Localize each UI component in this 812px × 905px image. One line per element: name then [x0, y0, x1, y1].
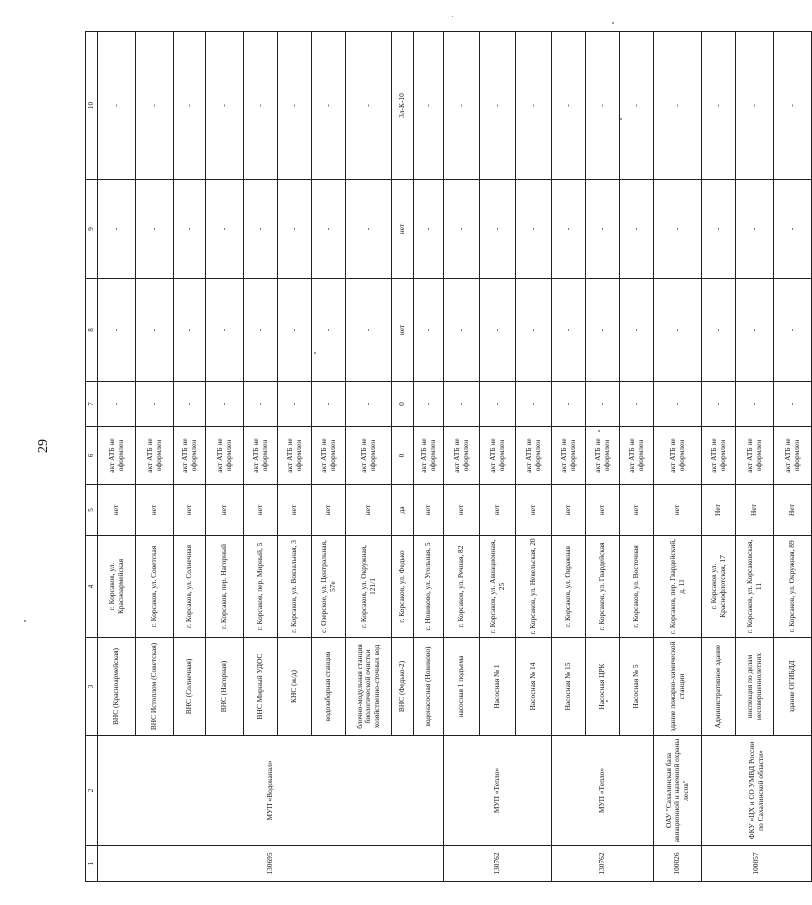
- header-cell: 4: [86, 536, 98, 638]
- cell-c7: -: [516, 382, 552, 427]
- cell-c4: с. Новиково, ул. Угольная, 5: [414, 536, 444, 638]
- cell-c3: ВНС (Красноармейская): [98, 638, 136, 736]
- cell-c9: -: [480, 180, 516, 279]
- cell-c3: ВНС (Нагорная): [206, 638, 244, 736]
- cell-c6: акт АТБ не оформлен: [620, 427, 654, 485]
- cell-c6: акт АТБ не оформлен: [312, 427, 346, 485]
- cell-c3: водонасосная (Новиково): [414, 638, 444, 736]
- cell-c3: инспекция по делам несовершеннолетних: [736, 638, 774, 736]
- header-cell: 8: [86, 279, 98, 382]
- cell-c8: -: [586, 279, 620, 382]
- cell-c7: -: [414, 382, 444, 427]
- cell-c1: 130762: [444, 846, 552, 882]
- cell-c5: нет: [244, 485, 278, 536]
- cell-c8: -: [278, 279, 312, 382]
- document-table-area: [85, 32, 801, 882]
- cell-c3: Насосная № 5: [620, 638, 654, 736]
- cell-c6: акт АТБ не оформлен: [516, 427, 552, 485]
- cell-c5: нет: [312, 485, 346, 536]
- cell-c4: г. Корсаков, пер. Нагорный: [206, 536, 244, 638]
- cell-c7: -: [552, 382, 586, 427]
- cell-c4: с. Озерское, ул. Центральная, 57е: [312, 536, 346, 638]
- cell-c6: акт АТБ не оформлен: [174, 427, 206, 485]
- cell-c9: нет: [392, 180, 414, 279]
- cell-c10: -: [346, 32, 392, 180]
- cell-c3: ВНС (Солнечная): [174, 638, 206, 736]
- cell-c5: да: [392, 485, 414, 536]
- cell-c6: акт АТБ не оформлен: [206, 427, 244, 485]
- cell-c8: -: [136, 279, 174, 382]
- cell-c10: -: [702, 32, 736, 180]
- cell-c10: -: [774, 32, 812, 180]
- cell-c2: ФКУ «ЦХ и СО УМВД России по Сахалинской области»: [702, 736, 812, 846]
- cell-c9: -: [206, 180, 244, 279]
- cell-c3: Насосная ЦРК: [586, 638, 620, 736]
- header-row: [86, 32, 98, 882]
- cell-c10: -: [620, 32, 654, 180]
- cell-c1: 100057: [702, 846, 812, 882]
- cell-c8: -: [552, 279, 586, 382]
- cell-c8: нет: [392, 279, 414, 382]
- cell-c9: -: [244, 180, 278, 279]
- cell-c8: -: [312, 279, 346, 382]
- cell-c4: г. Корсаков, пер. Гвардейский, д. 11: [654, 536, 702, 638]
- cell-c9: -: [174, 180, 206, 279]
- cell-c7: -: [774, 382, 812, 427]
- cell-c9: -: [98, 180, 136, 279]
- facilities-table: [85, 31, 812, 882]
- table-row: [654, 32, 702, 882]
- cell-c5: нет: [346, 485, 392, 536]
- scan-speck: [24, 620, 26, 622]
- cell-c5: нет: [206, 485, 244, 536]
- cell-c2: МУП «Водоканал»: [98, 736, 444, 846]
- cell-c10: -: [136, 32, 174, 180]
- cell-c4: г. Корсаков, ул. Речная, 82: [444, 536, 480, 638]
- table-row: [552, 32, 586, 882]
- cell-c7: -: [702, 382, 736, 427]
- cell-c9: -: [552, 180, 586, 279]
- cell-c5: нет: [620, 485, 654, 536]
- cell-c6: акт АТБ не оформлен: [98, 427, 136, 485]
- cell-c6: акт АТБ не оформлен: [654, 427, 702, 485]
- cell-c6: 0: [392, 427, 414, 485]
- cell-c4: г. Корсаков, ул. Вокзальная, 3: [278, 536, 312, 638]
- cell-c7: -: [346, 382, 392, 427]
- scan-speck: [452, 16, 453, 17]
- cell-c7: 0: [392, 382, 414, 427]
- cell-c4: г. Корсаков, ул. Советская: [136, 536, 174, 638]
- cell-c6: акт АТБ не оформлен: [774, 427, 812, 485]
- header-cell: 1: [86, 846, 98, 882]
- header-cell: 2: [86, 736, 98, 846]
- cell-c5: нет: [414, 485, 444, 536]
- cell-c5: нет: [98, 485, 136, 536]
- cell-c10: -: [552, 32, 586, 180]
- cell-c7: -: [174, 382, 206, 427]
- scan-speck: [314, 352, 316, 354]
- cell-c10: 3л-К-10: [392, 32, 414, 180]
- cell-c9: -: [586, 180, 620, 279]
- scan-speck: [620, 118, 622, 120]
- cell-c8: -: [346, 279, 392, 382]
- cell-c9: -: [736, 180, 774, 279]
- cell-c6: акт АТБ не оформлен: [552, 427, 586, 485]
- cell-c7: -: [206, 382, 244, 427]
- cell-c9: -: [414, 180, 444, 279]
- cell-c5: Нет: [702, 485, 736, 536]
- cell-c6: акт АТБ не оформлен: [346, 427, 392, 485]
- cell-c7: -: [480, 382, 516, 427]
- cell-c5: нет: [444, 485, 480, 536]
- cell-c6: акт АТБ не оформлен: [480, 427, 516, 485]
- cell-c8: -: [414, 279, 444, 382]
- cell-c8: -: [480, 279, 516, 382]
- cell-c10: -: [312, 32, 346, 180]
- cell-c6: акт АТБ не оформлен: [702, 427, 736, 485]
- cell-c4: г. Корсаков, ул. Корсаковская, 11: [736, 536, 774, 638]
- cell-c7: -: [654, 382, 702, 427]
- cell-c3: Административное здание: [702, 638, 736, 736]
- cell-c7: -: [444, 382, 480, 427]
- cell-c10: -: [98, 32, 136, 180]
- cell-c4: г. Корсаков, ул. Авиационная, 25: [480, 536, 516, 638]
- cell-c4: г. Корсаков, пер. Мирный, 5: [244, 536, 278, 638]
- cell-c6: акт АТБ не оформлен: [414, 427, 444, 485]
- cell-c7: -: [312, 382, 346, 427]
- cell-c4: г. Корсаков, ул. Невельская, 20: [516, 536, 552, 638]
- cell-c10: -: [278, 32, 312, 180]
- cell-c4: г. Корсаков ул. Краснофлотская, 17: [702, 536, 736, 638]
- cell-c5: нет: [480, 485, 516, 536]
- cell-c5: нет: [278, 485, 312, 536]
- cell-c3: ВНС Истоплом (Советская): [136, 638, 174, 736]
- cell-c9: -: [346, 180, 392, 279]
- header-cell: 6: [86, 427, 98, 485]
- cell-c1: 100026: [654, 846, 702, 882]
- cell-c5: нет: [552, 485, 586, 536]
- cell-c2: МУП «Тепло»: [444, 736, 552, 846]
- cell-c3: Насосная № 14: [516, 638, 552, 736]
- cell-c5: нет: [136, 485, 174, 536]
- cell-c10: -: [654, 32, 702, 180]
- header-cell: 9: [86, 180, 98, 279]
- cell-c9: -: [136, 180, 174, 279]
- cell-c7: -: [620, 382, 654, 427]
- cell-c3: Насосная № 15: [552, 638, 586, 736]
- cell-c5: Нет: [736, 485, 774, 536]
- cell-c9: -: [620, 180, 654, 279]
- cell-c7: -: [736, 382, 774, 427]
- cell-c8: -: [206, 279, 244, 382]
- cell-c8: -: [654, 279, 702, 382]
- cell-c3: блочно-модульная станция биологической очистки хозяйственно-сточных вод: [346, 638, 392, 736]
- cell-c8: -: [174, 279, 206, 382]
- cell-c3: КНС (ж/д): [278, 638, 312, 736]
- cell-c4: г. Корсаков, ул. Овражная: [552, 536, 586, 638]
- scan-speck: [612, 22, 614, 24]
- cell-c5: нет: [516, 485, 552, 536]
- table-row: [702, 32, 736, 882]
- cell-c3: здание пожарно-химической станции: [654, 638, 702, 736]
- cell-c9: -: [702, 180, 736, 279]
- cell-c5: нет: [586, 485, 620, 536]
- cell-c3: ВНС (Федько-2): [392, 638, 414, 736]
- cell-c4: г. Корсаков, ул. Восточная: [620, 536, 654, 638]
- cell-c4: г. Корсаков, ул. Федько: [392, 536, 414, 638]
- cell-c9: -: [312, 180, 346, 279]
- scan-speck: [598, 430, 600, 432]
- cell-c8: -: [702, 279, 736, 382]
- cell-c9: -: [516, 180, 552, 279]
- cell-c7: -: [136, 382, 174, 427]
- cell-c10: -: [736, 32, 774, 180]
- cell-c4: г. Корсаков, ул. Гвардейская: [586, 536, 620, 638]
- page-number: 29: [36, 439, 51, 453]
- cell-c3: водозаборная станция: [312, 638, 346, 736]
- cell-c6: акт АТБ не оформлен: [736, 427, 774, 485]
- cell-c9: -: [444, 180, 480, 279]
- cell-c6: акт АТБ не оформлен: [586, 427, 620, 485]
- cell-c4: г. Корсаков, ул. Окружная, 89: [774, 536, 812, 638]
- header-cell: 3: [86, 638, 98, 736]
- cell-c10: -: [516, 32, 552, 180]
- cell-c1: 130762: [552, 846, 654, 882]
- cell-c10: -: [244, 32, 278, 180]
- cell-c2: МУП «Тепло»: [552, 736, 654, 846]
- cell-c4: г. Корсаков, ул. Солнечная: [174, 536, 206, 638]
- cell-c5: нет: [174, 485, 206, 536]
- header-cell: 7: [86, 382, 98, 427]
- cell-c3: Насосная № 1: [480, 638, 516, 736]
- cell-c4: г. Корсаков, ул. Окружная, 121/1: [346, 536, 392, 638]
- cell-c2: ОАУ "Сахалинская база авиационной и наземной охраны лесов": [654, 736, 702, 846]
- cell-c5: нет: [654, 485, 702, 536]
- cell-c8: -: [516, 279, 552, 382]
- cell-c6: акт АТБ не оформлен: [244, 427, 278, 485]
- cell-c10: -: [174, 32, 206, 180]
- cell-c10: -: [414, 32, 444, 180]
- cell-c3: ВНС Мирный УДОС: [244, 638, 278, 736]
- cell-c10: -: [444, 32, 480, 180]
- cell-c6: акт АТБ не оформлен: [444, 427, 480, 485]
- cell-c7: -: [278, 382, 312, 427]
- cell-c8: -: [244, 279, 278, 382]
- cell-c7: -: [98, 382, 136, 427]
- cell-c9: -: [278, 180, 312, 279]
- table-row: [444, 32, 480, 882]
- cell-c8: -: [444, 279, 480, 382]
- cell-c4: г. Корсаков, ул. Красноармейская: [98, 536, 136, 638]
- cell-c1: 130695: [98, 846, 444, 882]
- cell-c9: -: [654, 180, 702, 279]
- cell-c6: акт АТБ не оформлен: [136, 427, 174, 485]
- header-cell: 5: [86, 485, 98, 536]
- cell-c9: -: [774, 180, 812, 279]
- cell-c7: -: [586, 382, 620, 427]
- cell-c8: -: [736, 279, 774, 382]
- cell-c8: -: [774, 279, 812, 382]
- header-cell: 10: [86, 32, 98, 180]
- cell-c8: -: [620, 279, 654, 382]
- cell-c10: -: [206, 32, 244, 180]
- cell-c8: -: [98, 279, 136, 382]
- cell-c5: Нет: [774, 485, 812, 536]
- cell-c6: акт АТБ не оформлен: [278, 427, 312, 485]
- table-row: [98, 32, 136, 882]
- cell-c3: здание ОГИБДД: [774, 638, 812, 736]
- cell-c7: -: [244, 382, 278, 427]
- scan-speck: [606, 700, 608, 702]
- cell-c10: -: [586, 32, 620, 180]
- cell-c3: насосная 1 подъема: [444, 638, 480, 736]
- cell-c10: -: [480, 32, 516, 180]
